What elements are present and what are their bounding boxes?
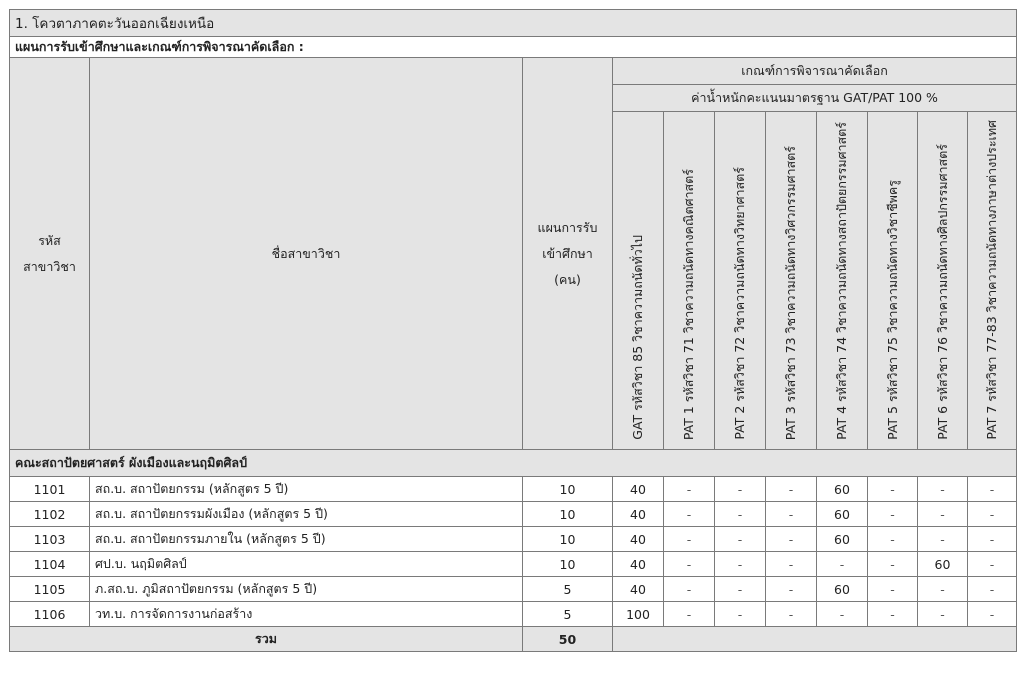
table-row: [10, 477, 1017, 502]
row-code: 1105: [10, 577, 90, 602]
row-code: 1104: [10, 552, 90, 577]
subject-header-label: GAT รหัสวิชา 85 วิชาความถนัดทั่วไป: [630, 235, 645, 440]
row-score: -: [968, 502, 1017, 527]
table-row: [10, 502, 1017, 527]
row-score: -: [817, 552, 868, 577]
name-header: ชื่อสาขาวิชา: [90, 58, 523, 450]
total-label: รวม: [10, 627, 523, 652]
row-score: 60: [918, 552, 968, 577]
weight-header: ค่าน้ำหนักคะแนนมาตรฐาน GAT/PAT 100 %: [613, 85, 1017, 112]
code-header-line1: รหัส: [38, 232, 61, 248]
row-score: 60: [817, 577, 868, 602]
row-score: -: [868, 477, 918, 502]
row-score: -: [766, 602, 817, 627]
total-row: [10, 627, 1017, 652]
row-score: -: [715, 552, 766, 577]
row-score: -: [918, 527, 968, 552]
row-name: สถ.บ. สถาปัตยกรรมผังเมือง (หลักสูตร 5 ปี): [90, 502, 523, 527]
row-quota: 5: [523, 577, 613, 602]
row-name: ภ.สถ.บ. ภูมิสถาปัตยกรรม (หลักสูตร 5 ปี): [90, 577, 523, 602]
row-score: -: [766, 477, 817, 502]
section-title: 1. โควตาภาคตะวันออกเฉียงเหนือ: [10, 10, 1017, 37]
subject-header-label: PAT 6 รหัสวิชา 76 วิชาความถนัดทางศิลปกรรมศาสตร์: [934, 144, 950, 440]
row-score: 100: [613, 602, 664, 627]
subject-header-1: [664, 112, 715, 450]
row-score: -: [715, 527, 766, 552]
row-score: -: [664, 577, 715, 602]
table-row: [10, 527, 1017, 552]
subject-header-label: PAT 3 รหัสวิชา 73 วิชาความถนัดทางวิศวกรรมศาสตร์: [783, 145, 798, 440]
plan-title: แผนการรับเข้าศึกษาและเกณฑ์การพิจารณาคัดเลือก :: [10, 37, 1017, 58]
row-score: -: [968, 477, 1017, 502]
table-row: [10, 602, 1017, 627]
total-empty: [613, 627, 1017, 652]
row-score: 40: [613, 477, 664, 502]
subject-header-5: [868, 112, 918, 450]
row-quota: 10: [523, 552, 613, 577]
table-row: [10, 577, 1017, 602]
row-score: -: [715, 477, 766, 502]
section-title-row: [10, 10, 1017, 37]
total-value: 50: [523, 627, 613, 652]
row-score: -: [968, 602, 1017, 627]
subject-header-4: [817, 112, 868, 450]
row-score: -: [918, 477, 968, 502]
header-row-1: [10, 58, 1017, 85]
quota-header: [523, 58, 613, 450]
row-name: วท.บ. การจัดการงานก่อสร้าง: [90, 602, 523, 627]
row-score: -: [868, 577, 918, 602]
row-score: -: [868, 527, 918, 552]
row-score: 60: [817, 477, 868, 502]
plan-title-row: [10, 37, 1017, 58]
subject-header-label: PAT 7 รหัสวิชา 77-83 วิชาความถนัดทางภาษาต่างประเทศ: [984, 120, 1000, 440]
row-score: -: [664, 602, 715, 627]
faculty-name: คณะสถาปัตยศาสตร์ ผังเมืองและนฤมิตศิลป์: [10, 450, 1017, 477]
subject-header-label: PAT 5 รหัสวิชา 75 วิชาความถนัดทางวิชาชีพครู: [884, 180, 900, 440]
row-score: 40: [613, 577, 664, 602]
row-score: -: [664, 477, 715, 502]
row-score: -: [766, 577, 817, 602]
subject-header-3: [766, 112, 817, 450]
faculty-row: [10, 450, 1017, 477]
subject-header-label: PAT 4 รหัสวิชา 74 วิชาความถนัดทางสถาปัตยกรรมศาสตร์: [834, 122, 849, 440]
row-score: -: [968, 577, 1017, 602]
row-score: -: [868, 502, 918, 527]
subject-header-7: [968, 112, 1017, 450]
row-quota: 10: [523, 477, 613, 502]
quota-header-line3: (คน): [554, 271, 581, 287]
row-score: -: [918, 502, 968, 527]
row-quota: 10: [523, 502, 613, 527]
subject-header-6: [918, 112, 968, 450]
row-name: สถ.บ. สถาปัตยกรรมภายใน (หลักสูตร 5 ปี): [90, 527, 523, 552]
row-score: -: [766, 502, 817, 527]
row-score: -: [918, 602, 968, 627]
row-score: -: [968, 527, 1017, 552]
code-header: [10, 58, 90, 450]
table-row: [10, 552, 1017, 577]
row-score: -: [817, 602, 868, 627]
quota-header-line2: เข้าศึกษา: [542, 245, 593, 261]
row-score: 40: [613, 552, 664, 577]
row-score: -: [766, 552, 817, 577]
row-score: -: [766, 527, 817, 552]
criteria-header: เกณฑ์การพิจารณาคัดเลือก: [613, 58, 1017, 85]
subject-header-0: [613, 112, 664, 450]
row-code: 1102: [10, 502, 90, 527]
subject-header-label: PAT 2 รหัสวิชา 72 วิชาความถนัดทางวิทยาศาสตร์: [732, 167, 747, 440]
row-name: ศป.บ. นฤมิตศิลป์: [90, 552, 523, 577]
row-score: 60: [817, 527, 868, 552]
row-code: 1101: [10, 477, 90, 502]
row-score: -: [664, 502, 715, 527]
row-quota: 5: [523, 602, 613, 627]
row-score: -: [715, 602, 766, 627]
row-code: 1106: [10, 602, 90, 627]
subject-header-label: PAT 1 รหัสวิชา 71 วิชาความถนัดทางคณิตศาสตร์: [681, 168, 696, 440]
row-score: -: [715, 577, 766, 602]
row-score: 40: [613, 527, 664, 552]
row-code: 1103: [10, 527, 90, 552]
code-header-line2: สาขาวิชา: [23, 258, 76, 274]
admission-table: [9, 9, 1017, 652]
row-score: -: [868, 602, 918, 627]
row-score: -: [968, 552, 1017, 577]
row-name: สถ.บ. สถาปัตยกรรม (หลักสูตร 5 ปี): [90, 477, 523, 502]
row-score: -: [715, 502, 766, 527]
row-score: -: [918, 577, 968, 602]
row-score: 60: [817, 502, 868, 527]
row-score: -: [664, 527, 715, 552]
row-score: -: [664, 552, 715, 577]
row-quota: 10: [523, 527, 613, 552]
quota-header-line1: แผนการรับ: [537, 219, 598, 235]
row-score: -: [868, 552, 918, 577]
row-score: 40: [613, 502, 664, 527]
subject-header-2: [715, 112, 766, 450]
